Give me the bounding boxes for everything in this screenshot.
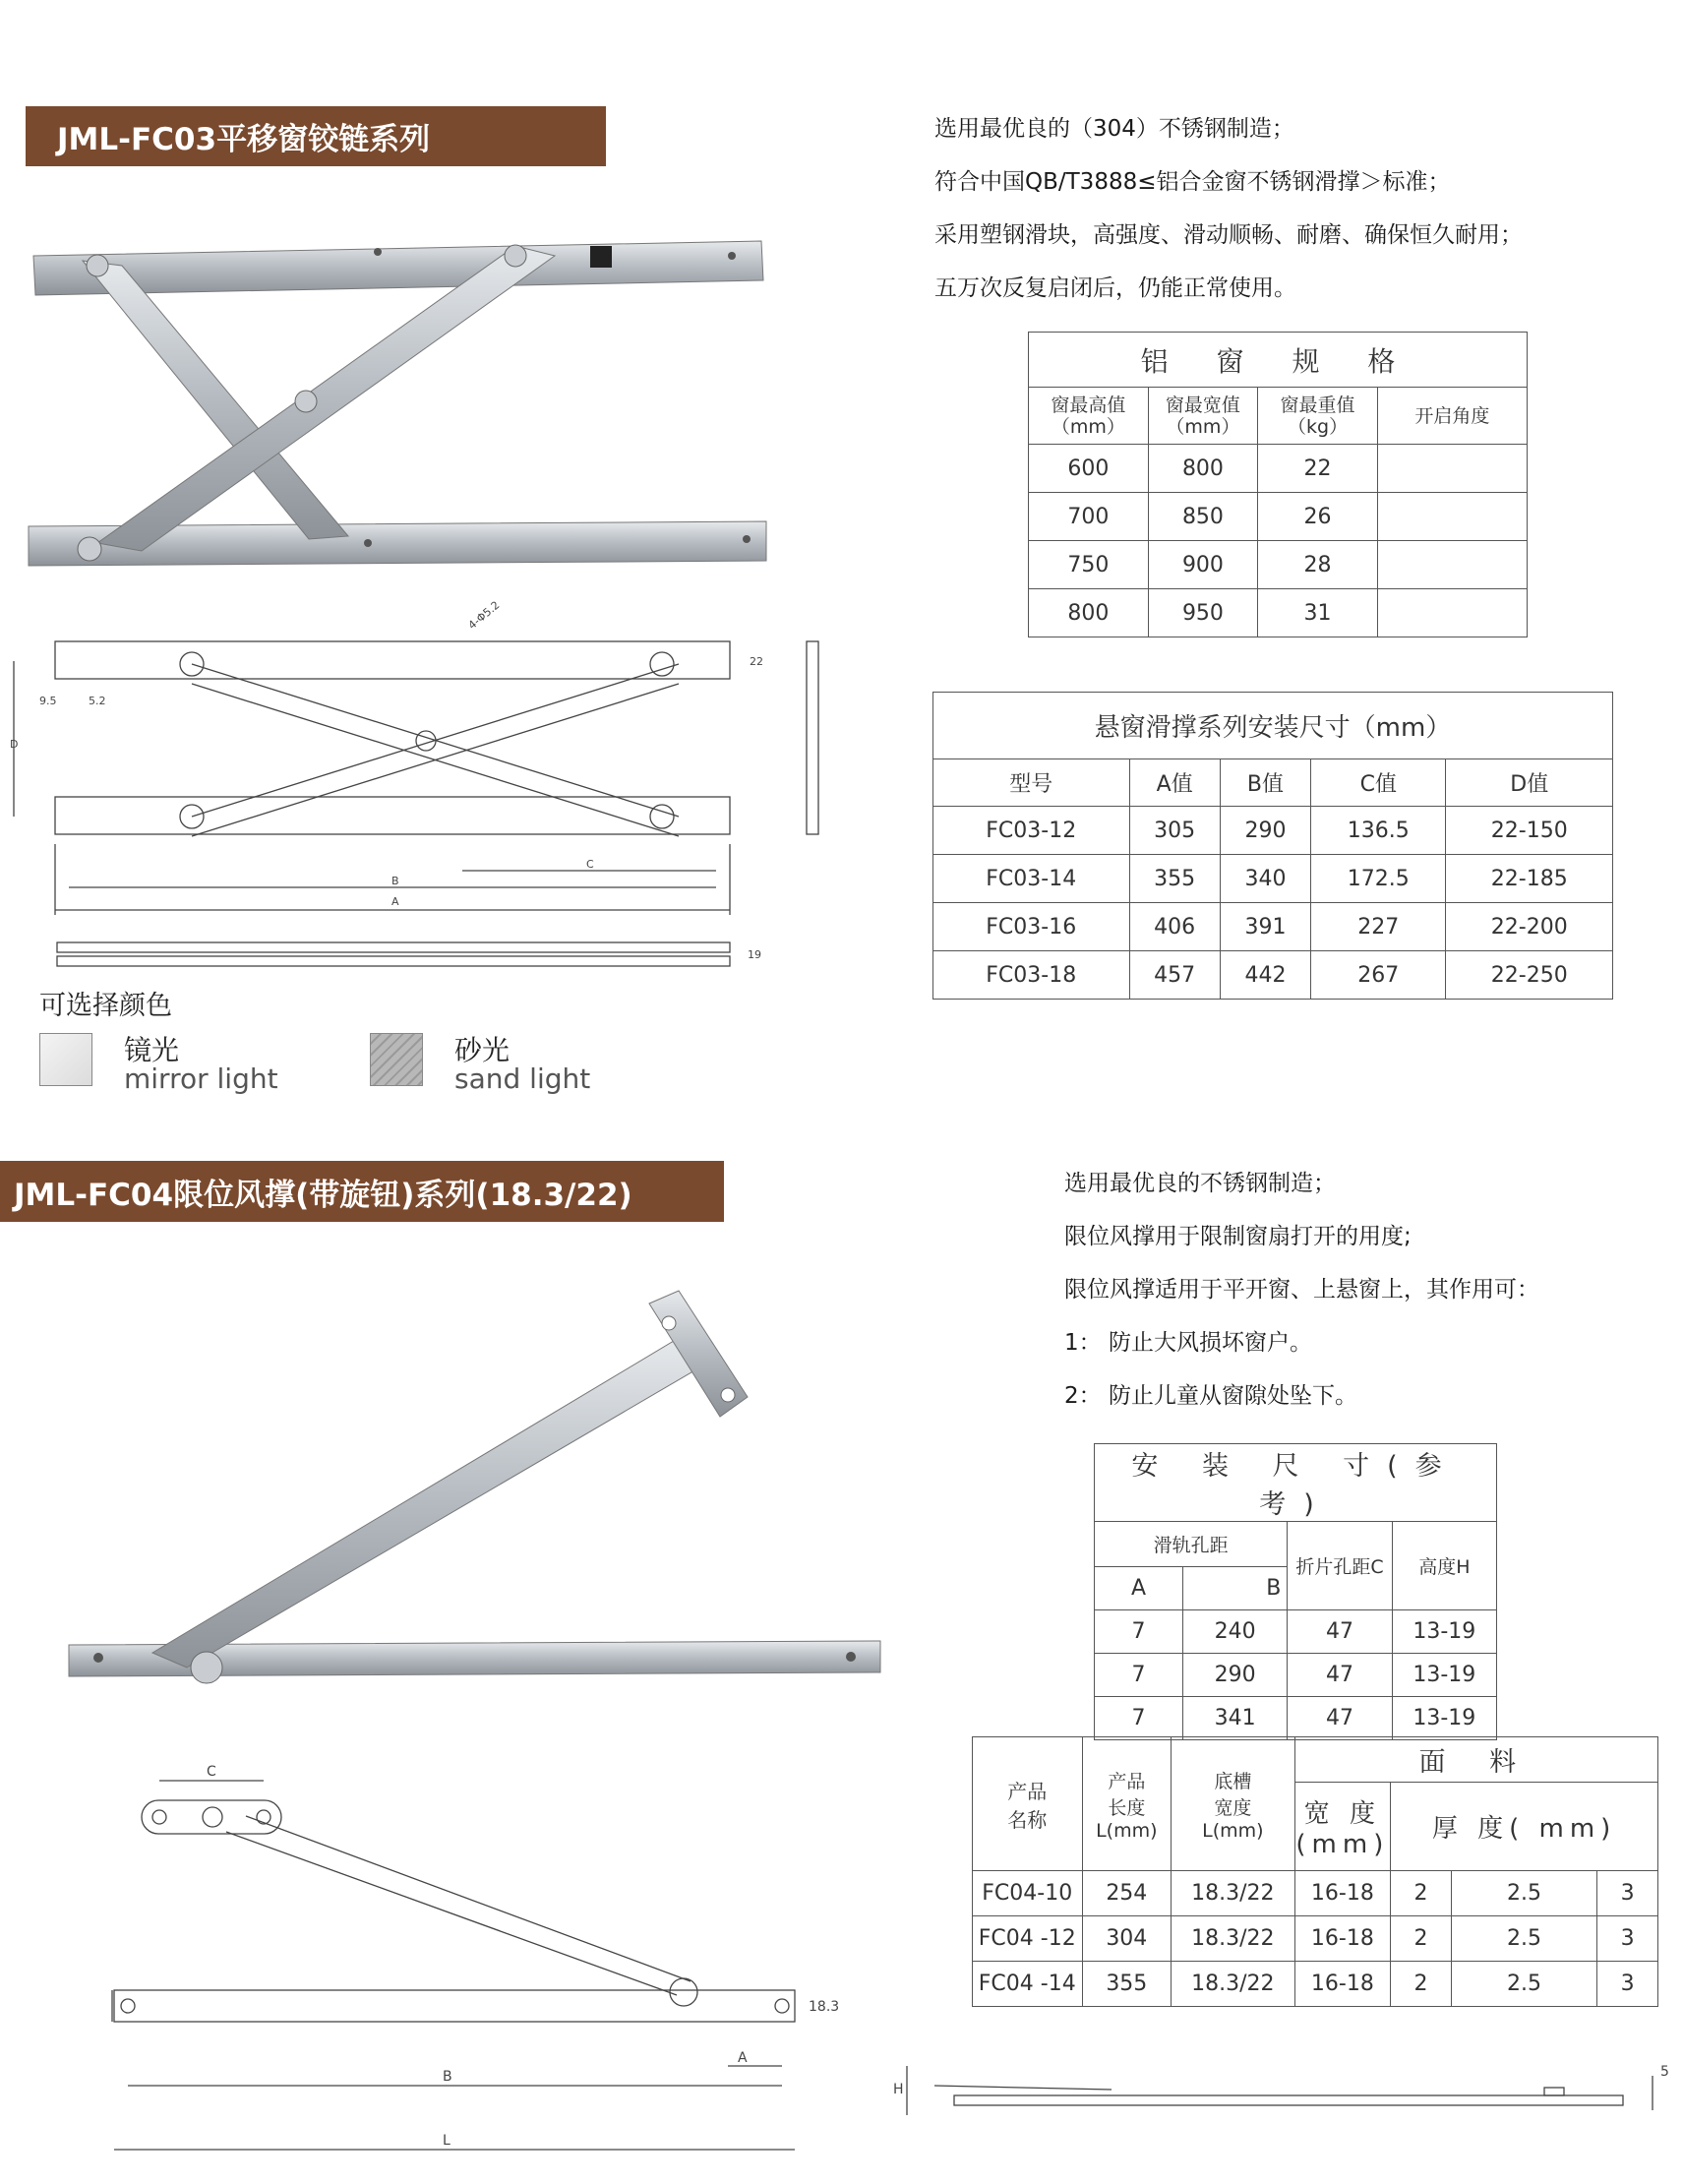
- fc04-dim-5: 5: [1660, 2064, 1669, 2080]
- fc04-dim-A: A: [738, 2050, 748, 2066]
- cell: 600: [1029, 445, 1149, 493]
- fc04-dim-L: L: [443, 2133, 451, 2149]
- cell: 31: [1258, 589, 1378, 637]
- colors-title: 可选择颜色: [39, 991, 172, 1021]
- rail-hole-distance-header: 滑轨孔距: [1095, 1522, 1288, 1567]
- section2-spec-5: 2： 防止儿童从窗隙处坠下。: [1064, 1383, 1357, 1409]
- fc04-product-photo: [59, 1279, 895, 1712]
- mirror-light-cn: 镜光: [124, 1034, 180, 1066]
- section1-title-banner: [26, 106, 606, 166]
- cell: 7: [1095, 1697, 1183, 1740]
- mirror-light-swatch: [39, 1033, 92, 1086]
- section2-title-banner: [0, 1161, 724, 1222]
- cell: 391: [1220, 903, 1310, 951]
- cell: 2: [1391, 1962, 1452, 2007]
- cell: 442: [1220, 951, 1310, 1000]
- install-header-b: B值: [1220, 759, 1310, 807]
- cell: 2.5: [1451, 1871, 1596, 1916]
- fc03-dim-A: A: [391, 895, 399, 908]
- table-row: [1029, 445, 1528, 493]
- cell: 136.5: [1311, 807, 1446, 855]
- cell: 18.3/22: [1172, 1916, 1294, 1962]
- cell: 13-19: [1392, 1610, 1496, 1654]
- table-row: [1029, 589, 1528, 637]
- fc03-hole-label: 4-Φ5.2: [465, 598, 503, 633]
- table-row: [1029, 493, 1528, 541]
- sand-light-swatch: [370, 1033, 423, 1086]
- fc04-install-size-table: [1094, 1443, 1497, 1740]
- product-name-header: 产品 名称: [973, 1737, 1083, 1871]
- section2-title: JML-FC04限位风撑(带旋钮)系列(18.3/22): [14, 1177, 632, 1213]
- sub-header-b: B: [1182, 1567, 1287, 1610]
- fc03-dim-D: D: [10, 738, 19, 751]
- fc04-install-title: 安 装 尺 寸(参 考): [1095, 1444, 1497, 1522]
- sub-header-a: A: [1095, 1567, 1183, 1610]
- sand-light-en: sand light: [454, 1062, 591, 1095]
- cell: 172.5: [1311, 855, 1446, 903]
- cell: 267: [1311, 951, 1446, 1000]
- fc03-dim-22: 22: [750, 655, 763, 668]
- cell: FC03-16: [933, 903, 1130, 951]
- cell: 355: [1129, 855, 1220, 903]
- cell: 3: [1597, 1962, 1658, 2007]
- spec-header-height: 窗最高值 （mm）: [1029, 388, 1149, 445]
- cell: 457: [1129, 951, 1220, 1000]
- section2-spec-4: 1： 防止大风损坏窗户。: [1064, 1330, 1312, 1356]
- install-header-a: A值: [1129, 759, 1220, 807]
- fc03-dim-B: B: [391, 875, 399, 887]
- cell: 2: [1391, 1871, 1452, 1916]
- cell: FC04-10: [973, 1871, 1083, 1916]
- cell: 290: [1220, 807, 1310, 855]
- spec-table-title: 铝 窗 规 格: [1029, 333, 1528, 388]
- cell: 22-185: [1446, 855, 1613, 903]
- cell: 7: [1095, 1654, 1183, 1697]
- cell: 850: [1148, 493, 1258, 541]
- install-header-model: 型号: [933, 759, 1130, 807]
- thickness-header: 厚 度( mm): [1391, 1783, 1658, 1871]
- install-header-c: C值: [1311, 759, 1446, 807]
- table-row: [1095, 1610, 1497, 1654]
- cell: 355: [1082, 1962, 1172, 2007]
- fc03-dim-19: 19: [748, 948, 761, 961]
- cell: 2.5: [1451, 1916, 1596, 1962]
- cell: 47: [1288, 1610, 1392, 1654]
- fc03-product-photo: [24, 226, 771, 580]
- cell: 47: [1288, 1654, 1392, 1697]
- cell: 3: [1597, 1871, 1658, 1916]
- cell: 800: [1029, 589, 1149, 637]
- cell: 22: [1258, 445, 1378, 493]
- cell: 406: [1129, 903, 1220, 951]
- cell: FC04 -14: [973, 1962, 1083, 2007]
- table-row: [933, 951, 1613, 1000]
- fold-hole-distance-header: 折片孔距C: [1288, 1522, 1392, 1610]
- fc03-technical-drawing: [0, 590, 866, 984]
- section1-spec-1: 选用最优良的（304）不锈钢制造；: [934, 116, 1294, 142]
- fc04-side-profile: [885, 2056, 1683, 2135]
- cell: 16-18: [1294, 1962, 1391, 2007]
- cell: 700: [1029, 493, 1149, 541]
- cell: 750: [1029, 541, 1149, 589]
- table-row: [933, 855, 1613, 903]
- face-material-header: 面 料: [1294, 1737, 1657, 1783]
- spec-header-angle: 开启角度: [1377, 388, 1527, 445]
- cell: 2.5: [1451, 1962, 1596, 2007]
- cell: 13-19: [1392, 1697, 1496, 1740]
- table-row: [973, 1962, 1658, 2007]
- cell: FC03-14: [933, 855, 1130, 903]
- cell: 7: [1095, 1610, 1183, 1654]
- cell: 240: [1182, 1610, 1287, 1654]
- cell: 227: [1311, 903, 1446, 951]
- cell: 2: [1391, 1916, 1452, 1962]
- cell: [1377, 493, 1527, 541]
- slot-width-header: 底槽 宽度 L(mm): [1172, 1737, 1294, 1871]
- fc04-dim-H: H: [893, 2082, 904, 2097]
- cell: 950: [1148, 589, 1258, 637]
- fc04-product-table: [972, 1736, 1658, 2007]
- spec-header-weight: 窗最重值 （kg）: [1258, 388, 1378, 445]
- product-length-header: 产品 长度 L(mm): [1082, 1737, 1172, 1871]
- cell: 18.3/22: [1172, 1871, 1294, 1916]
- section1-spec-2: 符合中国QB/T3888≤铝合金窗不锈钢滑撑＞标准；: [934, 169, 1451, 195]
- cell: 340: [1220, 855, 1310, 903]
- table-row: [1029, 541, 1528, 589]
- cell: [1377, 445, 1527, 493]
- cell: 26: [1258, 493, 1378, 541]
- sand-light-cn: 砂光: [454, 1034, 511, 1066]
- cell: FC04 -12: [973, 1916, 1083, 1962]
- section2-spec-3: 限位风撑适用于平开窗、上悬窗上，其作用可：: [1064, 1277, 1539, 1303]
- height-header: 高度H: [1392, 1522, 1496, 1610]
- cell: 254: [1082, 1871, 1172, 1916]
- section2-spec-1: 选用最优良的不锈钢制造；: [1064, 1171, 1336, 1196]
- section1-spec-4: 五万次反复启闭后，仍能正常使用。: [934, 275, 1296, 301]
- cell: 47: [1288, 1697, 1392, 1740]
- cell: 22-150: [1446, 807, 1613, 855]
- section2-spec-2: 限位风撑用于限制窗扇打开的用度;: [1064, 1224, 1412, 1249]
- table-row: [973, 1871, 1658, 1916]
- install-header-d: D值: [1446, 759, 1613, 807]
- cell: 28: [1258, 541, 1378, 589]
- install-table-title: 悬窗滑撑系列安装尺寸（mm）: [933, 693, 1613, 759]
- cell: 304: [1082, 1916, 1172, 1962]
- section1-spec-3: 采用塑钢滑块，高强度、滑动顺畅、耐磨、确保恒久耐用；: [934, 222, 1523, 248]
- table-row: [1095, 1654, 1497, 1697]
- cell: FC03-12: [933, 807, 1130, 855]
- fc04-dim-C: C: [207, 1764, 216, 1780]
- cell: 341: [1182, 1697, 1287, 1740]
- cell: FC03-18: [933, 951, 1130, 1000]
- spec-header-width: 窗最宽值 （mm）: [1148, 388, 1258, 445]
- table-row: [933, 807, 1613, 855]
- fc03-dim-C: C: [586, 858, 594, 871]
- cell: 305: [1129, 807, 1220, 855]
- cell: 13-19: [1392, 1654, 1496, 1697]
- aluminum-window-spec-table: [1028, 332, 1528, 637]
- width-header: 宽 度 (mm): [1294, 1783, 1391, 1871]
- fc03-install-size-table: [932, 692, 1613, 1000]
- cell: 22-200: [1446, 903, 1613, 951]
- cell: 22-250: [1446, 951, 1613, 1000]
- cell: 18.3/22: [1172, 1962, 1294, 2007]
- cell: 800: [1148, 445, 1258, 493]
- mirror-light-en: mirror light: [124, 1062, 278, 1095]
- table-row: [933, 903, 1613, 951]
- section1-title: JML-FC03平移窗铰链系列: [57, 122, 431, 157]
- cell: 16-18: [1294, 1871, 1391, 1916]
- cell: 290: [1182, 1654, 1287, 1697]
- cell: 900: [1148, 541, 1258, 589]
- cell: [1377, 589, 1527, 637]
- table-row: [973, 1916, 1658, 1962]
- table-row: [1095, 1697, 1497, 1740]
- cell: 3: [1597, 1916, 1658, 1962]
- fc04-dim-183: 18.3: [809, 1999, 840, 2015]
- fc03-dim-52: 5.2: [89, 695, 106, 707]
- cell: [1377, 541, 1527, 589]
- fc03-dim-95: 9.5: [39, 695, 57, 707]
- cell: 16-18: [1294, 1916, 1391, 1962]
- fc04-dim-B: B: [443, 2069, 452, 2085]
- fc04-technical-drawing: [98, 1741, 866, 2164]
